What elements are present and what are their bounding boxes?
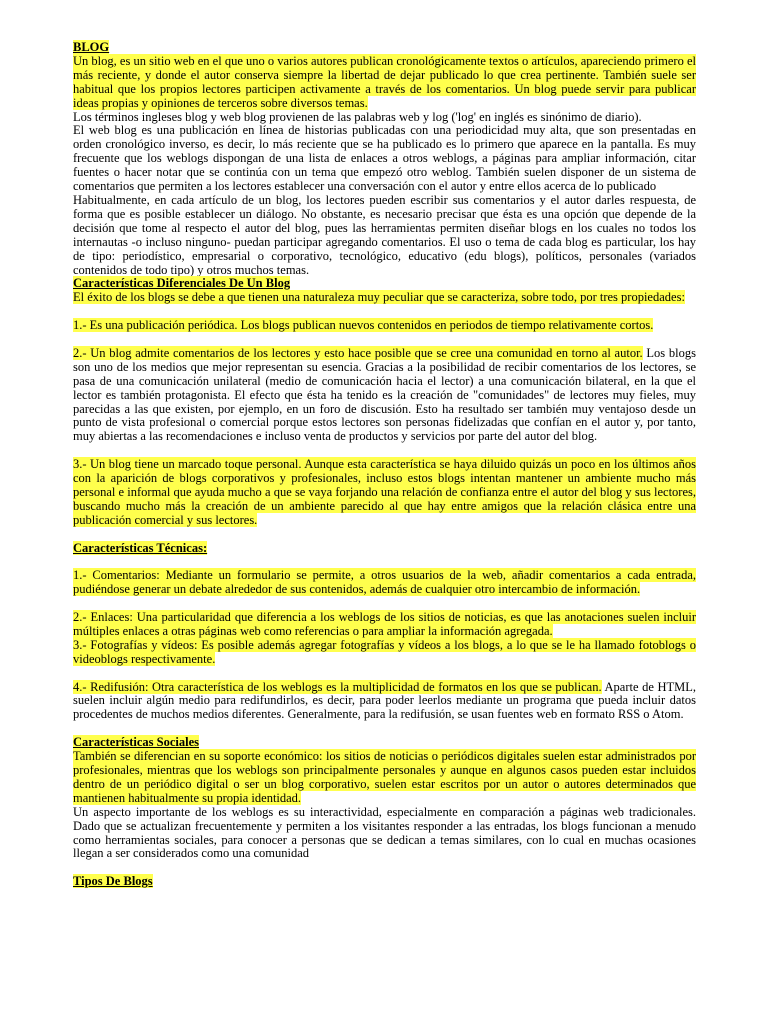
blank-line bbox=[73, 555, 696, 569]
body-paragraph bbox=[73, 111, 696, 125]
section-heading bbox=[73, 875, 696, 889]
body-paragraph bbox=[73, 681, 696, 723]
blank-line bbox=[73, 444, 696, 458]
body-paragraph bbox=[73, 291, 696, 305]
paragraph-text: El web blog es una publicación en línea de historias publicadas con una periodicidad muy alta, que son presentadas en orden cronológico inverso, es decir, lo más reciente que se ha publicado es lo primero que aparece en la pantalla. Es muy frecuente que los weblogs dispongan de una lista de enlaces a otros weblogs, a páginas para ampliar información, citar fuentes o hacer notar que se continúa con un tema que empezó otro weblog. También suelen disponer de un sistema de comentarios que permiten a los lectores establecer una conversación con el autor y entre ellos acerca de lo publicado bbox=[73, 123, 696, 194]
body-paragraph bbox=[73, 347, 696, 444]
blank-line bbox=[73, 667, 696, 681]
paragraph-text: Un aspecto importante de los weblogs es su interactividad, especialmente en comparación a páginas web tradicionales. Dado que se actualizan frecuentemente y permiten a los visitantes responder a las entradas, los blogs funcionan a menudo como herramientas sociales, para conocer a personas que se dedican a temas similares, con lo cual en muchas ocasiones llegan a ser considerados como una comunidad bbox=[73, 804, 696, 861]
body-paragraph bbox=[73, 806, 696, 862]
section-heading bbox=[73, 41, 696, 55]
highlighted-text: El éxito de los blogs se debe a que tienen una naturaleza muy peculiar que se caracteriza, sobre todo, por tres propiedades: bbox=[73, 290, 685, 305]
paragraph-text: Los blogs son uno de los medios que mejor representan su esencia. Gracias a la posibilidad de recibir comentarios de los lectores, se pasa de una comunicación unilateral (medio de comunicación hacia el lector) a una comunicación bilateral, en la que el lector es también protagonista. El efecto que ésta ha tenido es la creación de "comunidades" de lectores muy fieles, muy parecidas a las que existen, por ejemplo, en un foro de discusión. Esto ha resultado ser también muy ventajoso desde un punto de vista profesional o comercial porque estos lectores son personas fidelizadas que confían en el autor y, por tanto, muy abiertas a las recomendaciones e incluso venta de productos y servicios por parte del autor del blog. bbox=[73, 345, 696, 444]
body-paragraph bbox=[73, 319, 696, 333]
highlighted-text: 3.- Fotografías y vídeos: Es posible además agregar fotografías y vídeos a los blogs, a lo que se le ha llamado fotoblogs o videoblogs respectivamente. bbox=[73, 637, 696, 666]
body-paragraph bbox=[73, 458, 696, 528]
highlighted-text: 3.- Un blog tiene un marcado toque personal. Aunque esta característica se haya diluido quizás un poco en los últimos años con la aparición de blogs corporativos y profesionales, incluso estos blogs intentan mantener un ambiente mucho más personal e informal que ayuda mucho a que se vaya forjando una relación de confianza entre el autor del blog y sus lectores, buscando mucho más la creación de un ambiente parecido al que hay entre amigos que la relación clásica entre una publicación comercial y sus lectores. bbox=[73, 457, 696, 527]
paragraph-text: Aparte de HTML, suelen incluir algún medio para redifundirlos, es decir, para poder leerlos mediante un programa que pueda incluir datos procedentes de muchos medios diferentes. Generalmente, para la redifusión, se usan fuentes web en formato RSS o Atom. bbox=[73, 679, 696, 722]
section-heading bbox=[73, 277, 696, 291]
highlighted-text: 4.- Redifusión: Otra característica de los weblogs es la multiplicidad de formatos en los que se publican. bbox=[73, 679, 602, 694]
blank-line bbox=[73, 597, 696, 611]
section-heading-text: Características Sociales bbox=[73, 735, 200, 750]
blank-line bbox=[73, 528, 696, 542]
body-paragraph bbox=[73, 611, 696, 639]
paragraph-text: Habitualmente, en cada artículo de un blog, los lectores pueden escribir sus comentarios y el autor darles respuesta, de forma que es posible establecer un diálogo. No obstante, es necesario precisar que ésta es una opción que depende de la decisión que tome al respecto el autor del blog, pues las herramientas permiten diseñar blogs en los cuales no todos los internautas -o incluso ninguno- puedan participar agregando comentarios. El uso o tema de cada blog es particular, los hay de tipo: periodístico, empresarial o corporativo, tecnológico, educativo (edu blogs), políticos, personales (variados contenidos de todo tipo) y otros muchos temas. bbox=[73, 192, 696, 277]
body-paragraph bbox=[73, 194, 696, 277]
body-paragraph bbox=[73, 639, 696, 667]
section-heading bbox=[73, 736, 696, 750]
paragraph-text: Los términos ingleses blog y web blog provienen de las palabras web y log ('log' en inglés es sinónimo de diario). bbox=[73, 109, 642, 124]
body-paragraph bbox=[73, 124, 696, 194]
blank-line bbox=[73, 861, 696, 875]
highlighted-text: También se diferencian en su soporte económico: los sitios de noticias o periódicos digitales suelen estar administrados por profesionales, mientras que los weblogs son principalmente personales y aunque en algunos casos pueden estar incluidos dentro de un periódico digital o ser un blog corporativo, suelen estar escritos por un autor o autores determinados que mantienen habitualmente su propia identidad. bbox=[73, 749, 696, 805]
section-heading-text: BLOG bbox=[73, 40, 110, 54]
body-paragraph bbox=[73, 569, 696, 597]
blank-line bbox=[73, 305, 696, 319]
highlighted-text: Un blog, es un sitio web en el que uno o varios autores publican cronológicamente textos o artículos, apareciendo primero el más reciente, y donde el autor conserva siempre la libertad de dejar publicado lo que crea pertinente. También suele ser habitual que los propios lectores participen activamente a través de los comentarios. Un blog puede servir para publicar ideas propias y opiniones de terceros sobre diversos temas. bbox=[73, 53, 696, 110]
body-paragraph bbox=[73, 750, 696, 806]
blank-line bbox=[73, 722, 696, 736]
section-heading bbox=[73, 542, 696, 556]
section-heading-text: Características Técnicas: bbox=[73, 540, 208, 555]
highlighted-text: 1.- Es una publicación periódica. Los blogs publican nuevos contenidos en periodos de tiempo relativamente cortos. bbox=[73, 318, 654, 333]
body-paragraph bbox=[73, 55, 696, 111]
section-heading-text: Tipos De Blogs bbox=[73, 874, 153, 889]
highlighted-text: 2.- Enlaces: Una particularidad que diferencia a los weblogs de los sitios de noticias, es que las anotaciones suelen incluir múltiples enlaces a otras páginas web como referencias o para ampliar la información agregada. bbox=[73, 610, 696, 638]
section-heading-text: Características Diferenciales De Un Blog bbox=[73, 276, 291, 291]
highlighted-text: 1.- Comentarios: Mediante un formulario se permite, a otros usuarios de la web, añadir comentarios a cada entrada, pudiéndose generar un debate alrededor de sus contenidos, además de cualquier otro intercambio de información. bbox=[73, 568, 696, 597]
highlighted-text: 2.- Un blog admite comentarios de los lectores y esto hace posible que se cree una comunidad en torno al autor. bbox=[73, 345, 643, 360]
blank-line bbox=[73, 333, 696, 347]
